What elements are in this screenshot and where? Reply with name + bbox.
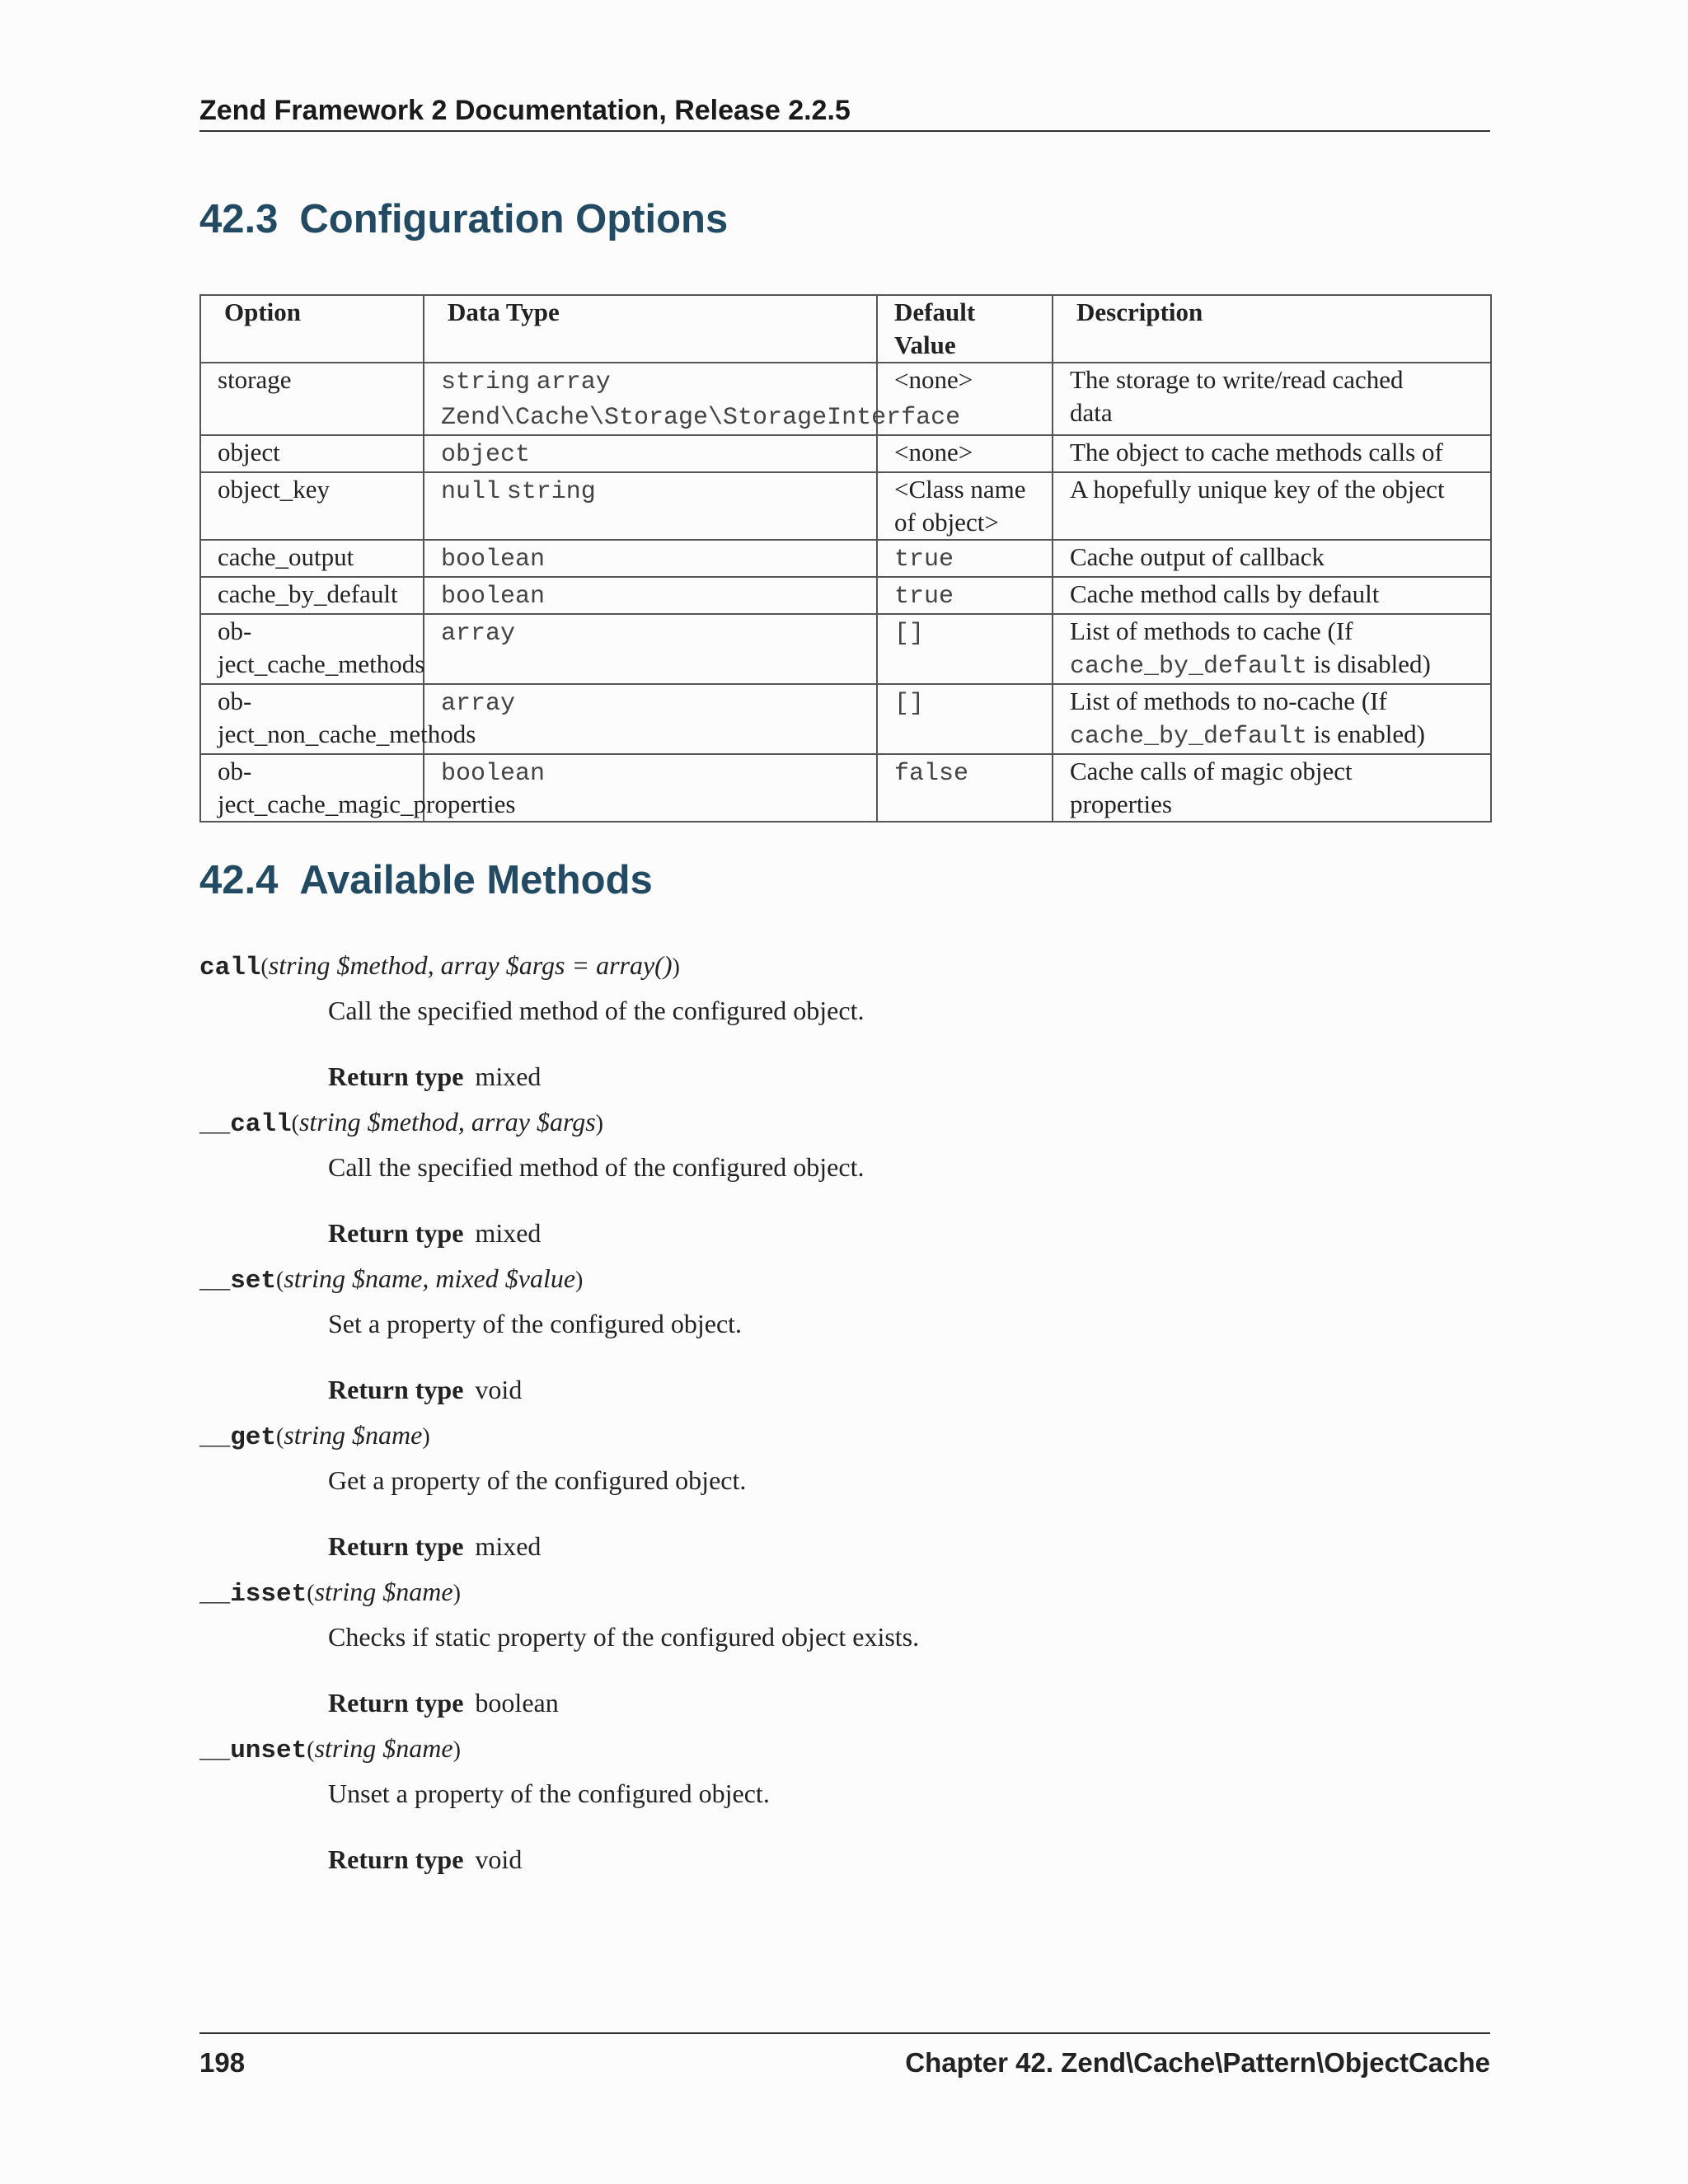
- cell-option: [200, 614, 424, 684]
- method-params: string $method, array $args: [298, 1107, 596, 1137]
- header-description: Description: [1053, 295, 1491, 363]
- section-heading-config: [199, 196, 728, 242]
- default-value: <none>: [894, 365, 973, 394]
- return-type: mixed: [475, 1218, 542, 1248]
- option-name: ob-: [218, 616, 252, 645]
- cell-option: object: [200, 435, 424, 472]
- method-name: __set: [199, 1267, 277, 1296]
- method-signature: __get(string $name): [199, 1420, 430, 1452]
- section-heading-methods: [199, 857, 653, 903]
- method-name: __unset: [199, 1736, 307, 1765]
- method-name: call: [199, 954, 261, 982]
- cell-default: [877, 684, 1053, 754]
- table-row: [200, 363, 1491, 435]
- default-value: false: [894, 760, 969, 788]
- method-return: [328, 1058, 1490, 1094]
- default-value: <Class name: [894, 475, 1026, 504]
- method-entry: [199, 1259, 1490, 1408]
- return-label: Return type: [328, 1062, 464, 1091]
- cell-data-type: [424, 540, 877, 577]
- option-name: storage: [218, 365, 292, 394]
- cell-data-type: [424, 684, 877, 754]
- method-entry: [199, 946, 1490, 1094]
- header-default-value: [877, 295, 1053, 363]
- cell-data-type: [424, 577, 877, 614]
- default-value: []: [894, 690, 925, 718]
- header-option: Option: [200, 295, 424, 363]
- cell-description: [1053, 614, 1491, 684]
- method-description: Checks if static property of the configured object exists.: [328, 1622, 920, 1652]
- table-row: [200, 435, 1491, 472]
- default-value: of object>: [894, 508, 999, 537]
- default-value: true: [894, 546, 954, 574]
- cell-description: Cache method calls by default: [1053, 577, 1491, 614]
- return-type: void: [475, 1375, 523, 1404]
- return-label: Return type: [328, 1218, 464, 1248]
- method-return: [328, 1371, 1490, 1408]
- method-params: string $name, mixed $value: [284, 1263, 576, 1293]
- table-row: [200, 472, 1491, 540]
- return-type: mixed: [475, 1531, 542, 1561]
- cell-data-type: [424, 472, 877, 540]
- running-header: Zend Framework 2 Documentation, Release 2.2.5: [199, 94, 1490, 132]
- method-params: string $name: [284, 1420, 423, 1450]
- method-signature: call(string $method, array $args = array()): [199, 950, 680, 982]
- page-number: 198: [199, 2047, 246, 2078]
- type-token: Zend\Cache\Storage\StorageInterface: [441, 404, 961, 432]
- type-token: string: [441, 368, 531, 396]
- description-text: is enabled): [1313, 719, 1425, 748]
- section-title: Configuration Options: [299, 197, 729, 241]
- config-options-table: [199, 294, 1492, 823]
- method-name: __get: [199, 1423, 277, 1452]
- option-name: ject_cache_methods: [218, 649, 425, 678]
- method-signature: __call(string $method, array $args): [199, 1107, 603, 1139]
- type-token: boolean: [441, 760, 546, 788]
- method-params: string $name: [314, 1733, 453, 1763]
- header-default-line2: Value: [894, 330, 956, 359]
- method-params: string $name: [314, 1577, 453, 1606]
- methods-list: [199, 946, 1490, 1886]
- description-code: cache_by_default: [1070, 723, 1308, 751]
- method-signature: __isset(string $name): [199, 1577, 461, 1609]
- default-value: true: [894, 583, 954, 611]
- chapter-title: Chapter 42. Zend\Cache\Pattern\ObjectCache: [905, 2047, 1490, 2078]
- type-token: null: [441, 478, 501, 506]
- option-name: ob-: [218, 757, 252, 785]
- return-label: Return type: [328, 1531, 464, 1561]
- cell-option: cache_by_default: [200, 577, 424, 614]
- method-entry: [199, 1103, 1490, 1251]
- section-title: Available Methods: [299, 858, 653, 902]
- type-token: array: [441, 690, 516, 718]
- cell-description: [1053, 363, 1491, 435]
- method-name: __call: [199, 1110, 292, 1139]
- table-row: [200, 614, 1491, 684]
- description-text: properties: [1070, 790, 1172, 818]
- method-description: Set a property of the configured object.: [328, 1309, 743, 1338]
- description-text: data: [1070, 398, 1113, 427]
- cell-option: object_key: [200, 472, 424, 540]
- cell-default: [877, 754, 1053, 822]
- description-text: List of methods to cache (If: [1070, 616, 1353, 645]
- cell-option: [200, 684, 476, 754]
- cell-description: [1053, 684, 1491, 754]
- type-token: array: [536, 368, 611, 396]
- return-label: Return type: [328, 1688, 464, 1718]
- page-footer: [199, 2032, 1490, 2079]
- method-signature: __unset(string $name): [199, 1733, 461, 1765]
- method-description: Unset a property of the configured object.: [328, 1779, 770, 1808]
- cell-default: [877, 614, 1053, 684]
- option-name: ob-: [218, 687, 252, 715]
- default-value: []: [894, 620, 925, 648]
- return-type: void: [475, 1844, 523, 1874]
- method-description: Call the specified method of the configured object.: [328, 996, 865, 1025]
- method-return: [328, 1215, 1490, 1251]
- table-row: [200, 684, 1491, 754]
- cell-description: Cache output of callback: [1053, 540, 1491, 577]
- method-return: [328, 1685, 1490, 1721]
- description-text: Cache calls of magic object: [1070, 757, 1353, 785]
- return-label: Return type: [328, 1844, 464, 1874]
- type-token: boolean: [441, 583, 546, 611]
- method-entry: [199, 1572, 1490, 1721]
- cell-option: [200, 363, 424, 435]
- method-description: Get a property of the configured object.: [328, 1465, 747, 1495]
- cell-default: [877, 577, 1053, 614]
- method-entry: [199, 1416, 1490, 1564]
- type-token: boolean: [441, 546, 546, 574]
- return-label: Return type: [328, 1375, 464, 1404]
- method-signature: __set(string $name, mixed $value): [199, 1263, 584, 1296]
- section-number: 42.4: [199, 858, 279, 902]
- type-token: array: [441, 620, 516, 648]
- cell-data-type: [424, 435, 877, 472]
- table-header-row: [200, 295, 1491, 363]
- cell-option: cache_output: [200, 540, 424, 577]
- return-type: mixed: [475, 1062, 542, 1091]
- cell-data-type: [424, 614, 877, 684]
- method-entry: [199, 1729, 1490, 1877]
- description-text: is disabled): [1313, 649, 1431, 678]
- description-text: The storage to write/read cached: [1070, 365, 1404, 394]
- cell-description: The object to cache methods calls of: [1053, 435, 1491, 472]
- table-row: [200, 540, 1491, 577]
- method-return: [328, 1528, 1490, 1564]
- method-return: [328, 1841, 1490, 1877]
- return-type: boolean: [475, 1688, 559, 1718]
- option-name: ject_non_cache_methods: [218, 719, 476, 748]
- cell-default: [877, 472, 1053, 540]
- method-description: Call the specified method of the configured object.: [328, 1152, 865, 1182]
- cell-default: [877, 540, 1053, 577]
- header-data-type: Data Type: [424, 295, 877, 363]
- option-name: ject_cache_magic_properties: [218, 790, 516, 818]
- description-code: cache_by_default: [1070, 653, 1308, 681]
- table-row: [200, 577, 1491, 614]
- section-number: 42.3: [199, 197, 279, 241]
- cell-description: A hopefully unique key of the object: [1053, 472, 1491, 540]
- type-token: object: [441, 441, 531, 469]
- cell-description: [1053, 754, 1491, 822]
- cell-default: <none>: [877, 435, 1053, 472]
- description-text: List of methods to no-cache (If: [1070, 687, 1387, 715]
- method-params: string $method, array $args = array(): [268, 950, 673, 980]
- method-name: __isset: [199, 1580, 307, 1609]
- type-token: string: [506, 478, 596, 506]
- table-row: [200, 754, 1491, 822]
- header-default-line1: Default: [894, 298, 976, 326]
